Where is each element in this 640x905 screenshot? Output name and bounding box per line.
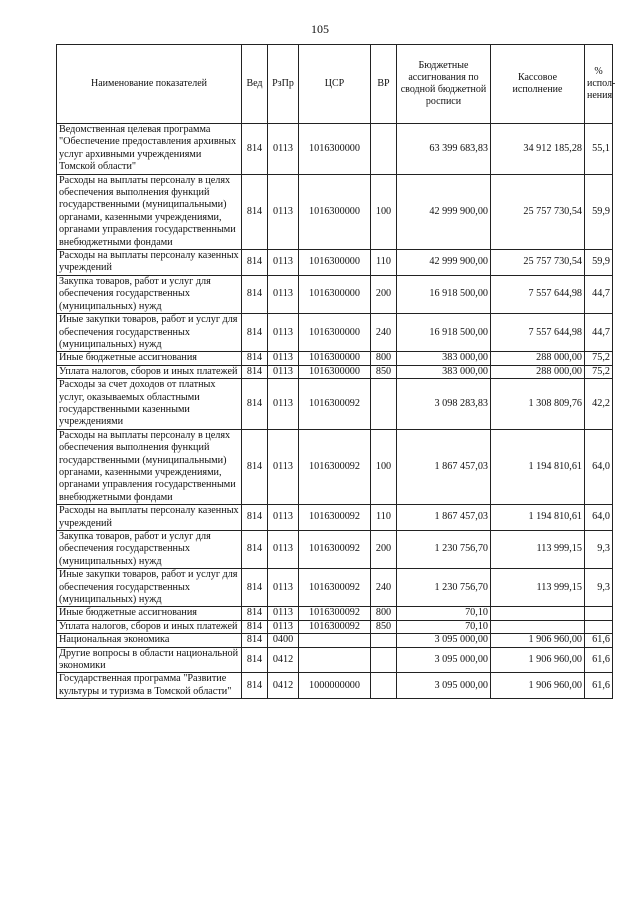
cell-cash: 1 906 960,00 bbox=[491, 673, 585, 699]
cell-rzpr: 0113 bbox=[268, 607, 299, 620]
table-body bbox=[57, 124, 613, 699]
cell-csr: 1016300092 bbox=[299, 620, 371, 633]
table-row bbox=[57, 569, 613, 607]
page-number: 105 bbox=[311, 22, 329, 36]
cell-vr: 200 bbox=[371, 275, 397, 313]
cell-rzpr: 0113 bbox=[268, 365, 299, 378]
table-row bbox=[57, 314, 613, 352]
cell-name: Закупка товаров, работ и услуг для обеспечения государственных (муниципальных) нужд bbox=[57, 531, 242, 569]
cell-pct: 55,1 bbox=[585, 124, 613, 175]
cell-name: Расходы на выплаты персоналу казенных учреждений bbox=[57, 250, 242, 276]
cell-ved: 814 bbox=[242, 647, 268, 673]
header-name: Наименование показателей bbox=[57, 45, 242, 124]
cell-csr: 1000000000 bbox=[299, 673, 371, 699]
cell-vr bbox=[371, 647, 397, 673]
cell-vr bbox=[371, 379, 397, 430]
table-row bbox=[57, 250, 613, 276]
cell-budget: 1 867 457,03 bbox=[397, 505, 491, 531]
cell-vr: 100 bbox=[371, 174, 397, 249]
cell-ved: 814 bbox=[242, 620, 268, 633]
table-row bbox=[57, 124, 613, 175]
table-row bbox=[57, 379, 613, 430]
header-vr: ВР bbox=[371, 45, 397, 124]
cell-csr: 1016300092 bbox=[299, 379, 371, 430]
cell-pct: 59,9 bbox=[585, 174, 613, 249]
cell-ved: 814 bbox=[242, 250, 268, 276]
cell-vr: 100 bbox=[371, 429, 397, 504]
cell-rzpr: 0113 bbox=[268, 314, 299, 352]
cell-cash: 34 912 185,28 bbox=[491, 124, 585, 175]
cell-cash: 7 557 644,98 bbox=[491, 314, 585, 352]
cell-budget: 63 399 683,83 bbox=[397, 124, 491, 175]
cell-pct: 44,7 bbox=[585, 275, 613, 313]
cell-rzpr: 0400 bbox=[268, 634, 299, 647]
table-row bbox=[57, 365, 613, 378]
cell-vr: 240 bbox=[371, 569, 397, 607]
cell-csr: 1016300000 bbox=[299, 250, 371, 276]
cell-ved: 814 bbox=[242, 124, 268, 175]
cell-budget: 42 999 900,00 bbox=[397, 250, 491, 276]
cell-rzpr: 0412 bbox=[268, 673, 299, 699]
cell-cash: 25 757 730,54 bbox=[491, 250, 585, 276]
cell-cash: 7 557 644,98 bbox=[491, 275, 585, 313]
table-row bbox=[57, 647, 613, 673]
cell-ved: 814 bbox=[242, 429, 268, 504]
table-row bbox=[57, 607, 613, 620]
cell-pct: 42,2 bbox=[585, 379, 613, 430]
cell-name: Иные бюджетные ассигнования bbox=[57, 352, 242, 365]
cell-rzpr: 0113 bbox=[268, 429, 299, 504]
cell-budget: 383 000,00 bbox=[397, 365, 491, 378]
cell-csr: 1016300092 bbox=[299, 607, 371, 620]
cell-pct bbox=[585, 620, 613, 633]
cell-pct bbox=[585, 607, 613, 620]
table-header-row bbox=[57, 45, 613, 124]
cell-csr: 1016300000 bbox=[299, 174, 371, 249]
cell-csr: 1016300092 bbox=[299, 569, 371, 607]
cell-name: Ведомственная целевая программа "Обеспечение предоставления архивных услуг архивными учреждениями Томской области" bbox=[57, 124, 242, 175]
cell-cash: 113 999,15 bbox=[491, 569, 585, 607]
cell-ved: 814 bbox=[242, 673, 268, 699]
cell-rzpr: 0113 bbox=[268, 174, 299, 249]
cell-ved: 814 bbox=[242, 379, 268, 430]
cell-budget: 1 867 457,03 bbox=[397, 429, 491, 504]
cell-rzpr: 0113 bbox=[268, 124, 299, 175]
table-row bbox=[57, 673, 613, 699]
cell-ved: 814 bbox=[242, 634, 268, 647]
cell-budget: 70,10 bbox=[397, 607, 491, 620]
cell-ved: 814 bbox=[242, 314, 268, 352]
header-cash: Кассовое исполнение bbox=[491, 45, 585, 124]
cell-rzpr: 0113 bbox=[268, 379, 299, 430]
table-row bbox=[57, 174, 613, 249]
cell-csr: 1016300092 bbox=[299, 531, 371, 569]
cell-name: Другие вопросы в области национальной экономики bbox=[57, 647, 242, 673]
cell-budget: 70,10 bbox=[397, 620, 491, 633]
cell-budget: 3 095 000,00 bbox=[397, 634, 491, 647]
cell-vr bbox=[371, 124, 397, 175]
cell-budget: 3 098 283,83 bbox=[397, 379, 491, 430]
cell-vr: 110 bbox=[371, 505, 397, 531]
cell-csr: 1016300092 bbox=[299, 505, 371, 531]
cell-csr: 1016300000 bbox=[299, 275, 371, 313]
table-row bbox=[57, 620, 613, 633]
cell-cash bbox=[491, 620, 585, 633]
cell-csr: 1016300000 bbox=[299, 314, 371, 352]
cell-ved: 814 bbox=[242, 275, 268, 313]
table-row bbox=[57, 275, 613, 313]
cell-pct: 61,6 bbox=[585, 634, 613, 647]
cell-ved: 814 bbox=[242, 352, 268, 365]
cell-cash: 1 906 960,00 bbox=[491, 634, 585, 647]
table-row bbox=[57, 531, 613, 569]
cell-cash: 1 194 810,61 bbox=[491, 429, 585, 504]
table-row bbox=[57, 352, 613, 365]
cell-vr: 200 bbox=[371, 531, 397, 569]
cell-pct: 59,9 bbox=[585, 250, 613, 276]
cell-budget: 3 095 000,00 bbox=[397, 673, 491, 699]
cell-csr: 1016300092 bbox=[299, 429, 371, 504]
cell-name: Расходы за счет доходов от платных услуг, оказываемых областными государственными казенными учреждениями bbox=[57, 379, 242, 430]
cell-name: Расходы на выплаты персоналу казенных учреждений bbox=[57, 505, 242, 531]
cell-vr bbox=[371, 673, 397, 699]
cell-budget: 42 999 900,00 bbox=[397, 174, 491, 249]
cell-vr: 850 bbox=[371, 620, 397, 633]
cell-name: Национальная экономика bbox=[57, 634, 242, 647]
cell-vr: 800 bbox=[371, 352, 397, 365]
cell-rzpr: 0113 bbox=[268, 250, 299, 276]
cell-budget: 16 918 500,00 bbox=[397, 314, 491, 352]
cell-budget: 1 230 756,70 bbox=[397, 531, 491, 569]
cell-rzpr: 0113 bbox=[268, 505, 299, 531]
cell-vr: 110 bbox=[371, 250, 397, 276]
cell-csr: 1016300000 bbox=[299, 124, 371, 175]
cell-ved: 814 bbox=[242, 531, 268, 569]
cell-rzpr: 0113 bbox=[268, 275, 299, 313]
cell-pct: 75,2 bbox=[585, 352, 613, 365]
cell-cash: 25 757 730,54 bbox=[491, 174, 585, 249]
cell-name: Уплата налогов, сборов и иных платежей bbox=[57, 365, 242, 378]
cell-ved: 814 bbox=[242, 174, 268, 249]
table-row bbox=[57, 429, 613, 504]
cell-budget: 16 918 500,00 bbox=[397, 275, 491, 313]
cell-name: Расходы на выплаты персоналу в целях обеспечения выполнения функций государственными (муниципальными) органами, казенными учреждениями, органами управления государственными внебюджетными фондами bbox=[57, 429, 242, 504]
cell-name: Иные бюджетные ассигнования bbox=[57, 607, 242, 620]
cell-cash: 1 906 960,00 bbox=[491, 647, 585, 673]
cell-pct: 75,2 bbox=[585, 365, 613, 378]
cell-rzpr: 0113 bbox=[268, 569, 299, 607]
cell-pct: 61,6 bbox=[585, 673, 613, 699]
header-budget: Бюджетные ассигнования по сводной бюджетной росписи bbox=[397, 45, 491, 124]
cell-name: Иные закупки товаров, работ и услуг для обеспечения государственных (муниципальных) нужд bbox=[57, 569, 242, 607]
cell-budget: 3 095 000,00 bbox=[397, 647, 491, 673]
cell-pct: 44,7 bbox=[585, 314, 613, 352]
cell-rzpr: 0113 bbox=[268, 352, 299, 365]
cell-budget: 383 000,00 bbox=[397, 352, 491, 365]
cell-ved: 814 bbox=[242, 569, 268, 607]
cell-ved: 814 bbox=[242, 607, 268, 620]
header-pct: % испол-нения bbox=[585, 45, 613, 124]
cell-csr: 1016300000 bbox=[299, 365, 371, 378]
cell-vr bbox=[371, 634, 397, 647]
cell-cash: 288 000,00 bbox=[491, 365, 585, 378]
cell-cash: 288 000,00 bbox=[491, 352, 585, 365]
header-ved: Вед bbox=[242, 45, 268, 124]
cell-vr: 800 bbox=[371, 607, 397, 620]
budget-execution-table bbox=[56, 44, 616, 699]
cell-csr: 1016300000 bbox=[299, 352, 371, 365]
cell-name: Расходы на выплаты персоналу в целях обеспечения выполнения функций государственными (муниципальными) органами, казенными учреждениями, органами управления государственными внебюджетными фондами bbox=[57, 174, 242, 249]
header-csr: ЦСР bbox=[299, 45, 371, 124]
cell-ved: 814 bbox=[242, 505, 268, 531]
cell-pct: 9,3 bbox=[585, 569, 613, 607]
cell-cash: 113 999,15 bbox=[491, 531, 585, 569]
cell-vr: 240 bbox=[371, 314, 397, 352]
cell-name: Иные закупки товаров, работ и услуг для обеспечения государственных (муниципальных) нужд bbox=[57, 314, 242, 352]
cell-budget: 1 230 756,70 bbox=[397, 569, 491, 607]
table-row bbox=[57, 505, 613, 531]
cell-cash bbox=[491, 607, 585, 620]
cell-pct: 64,0 bbox=[585, 505, 613, 531]
cell-name: Закупка товаров, работ и услуг для обеспечения государственных (муниципальных) нужд bbox=[57, 275, 242, 313]
cell-pct: 9,3 bbox=[585, 531, 613, 569]
cell-rzpr: 0113 bbox=[268, 531, 299, 569]
cell-cash: 1 194 810,61 bbox=[491, 505, 585, 531]
table-row bbox=[57, 634, 613, 647]
cell-vr: 850 bbox=[371, 365, 397, 378]
cell-pct: 64,0 bbox=[585, 429, 613, 504]
cell-name: Уплата налогов, сборов и иных платежей bbox=[57, 620, 242, 633]
cell-ved: 814 bbox=[242, 365, 268, 378]
cell-rzpr: 0113 bbox=[268, 620, 299, 633]
cell-cash: 1 308 809,76 bbox=[491, 379, 585, 430]
cell-rzpr: 0412 bbox=[268, 647, 299, 673]
header-rzpr: РзПр bbox=[268, 45, 299, 124]
cell-csr bbox=[299, 647, 371, 673]
cell-pct: 61,6 bbox=[585, 647, 613, 673]
cell-name: Государственная программа "Развитие культуры и туризма в Томской области" bbox=[57, 673, 242, 699]
cell-csr bbox=[299, 634, 371, 647]
